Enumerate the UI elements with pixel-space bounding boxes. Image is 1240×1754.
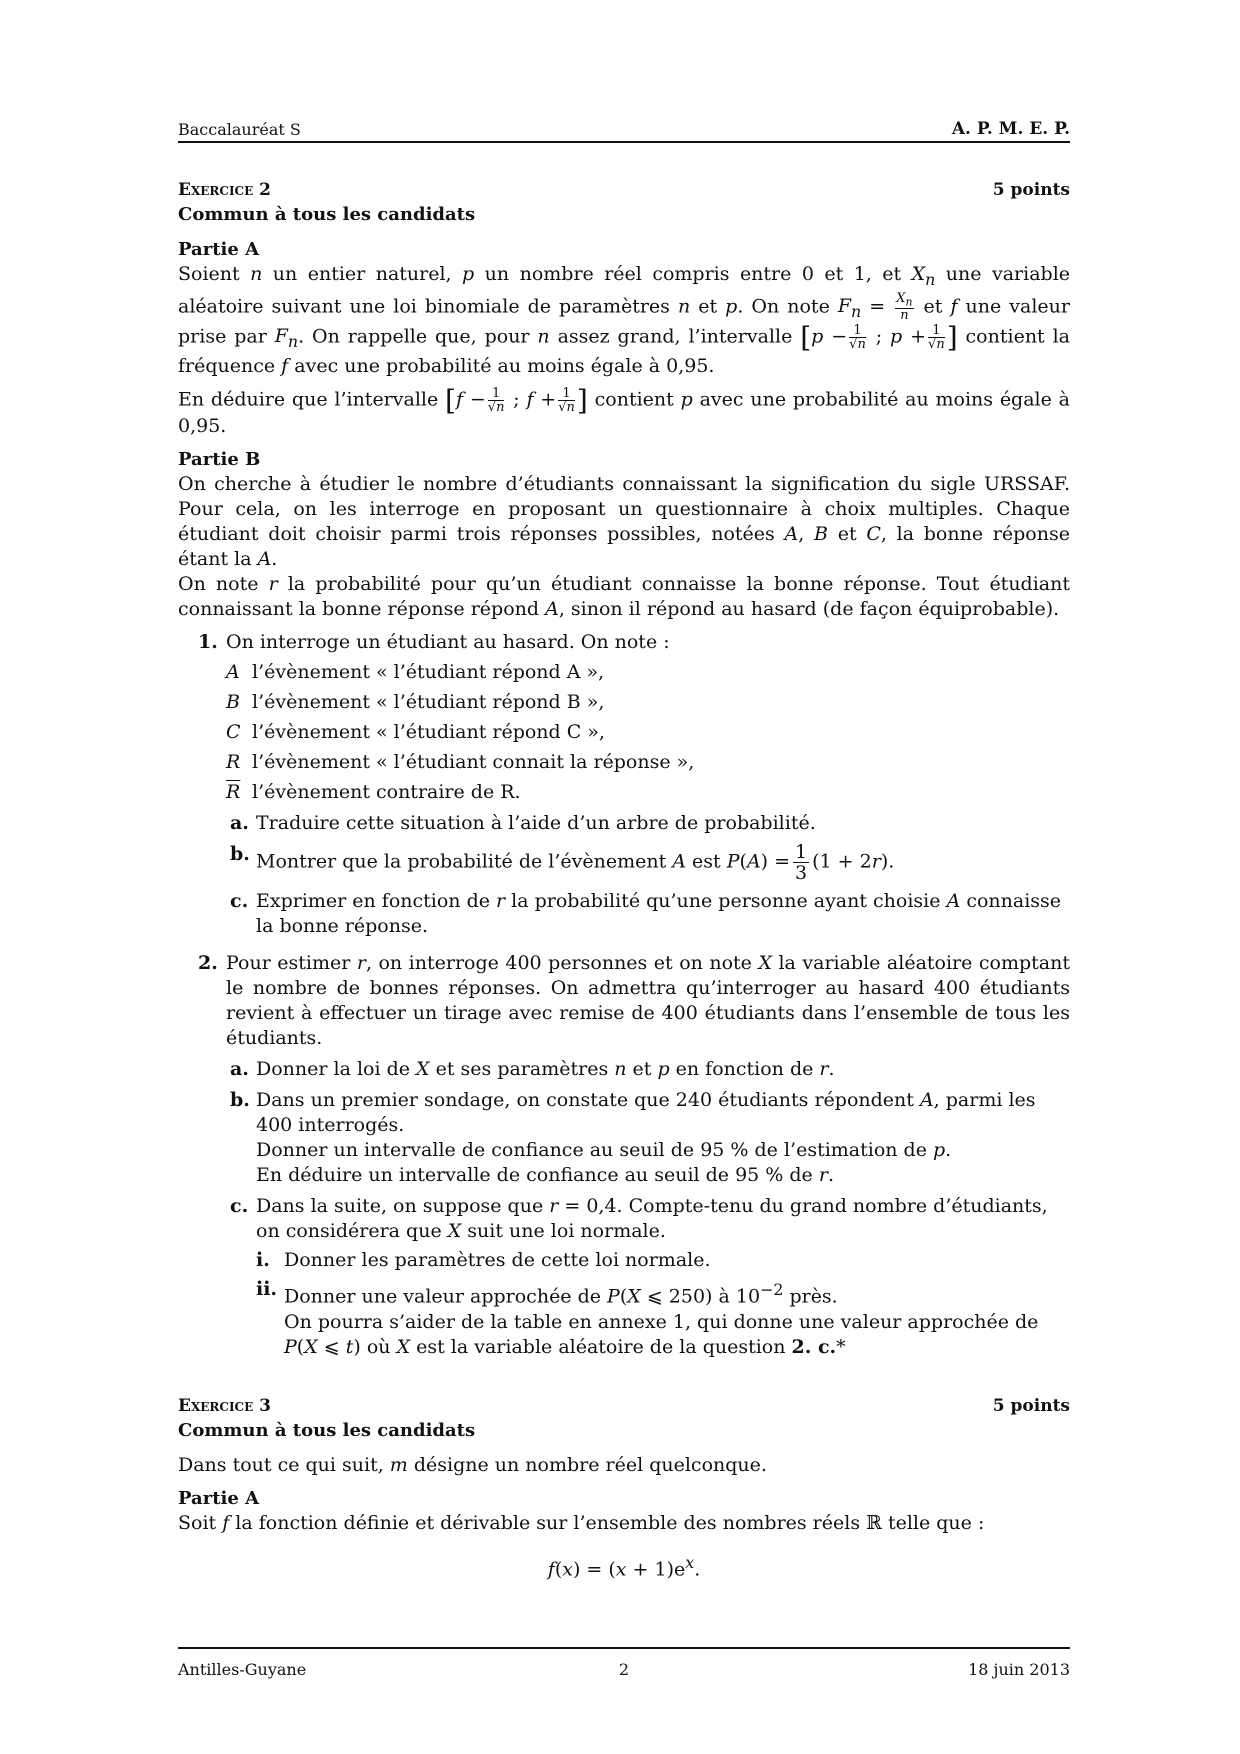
ex3-definition: Soit f la fonction définie et dérivable sur l’ensemble des nombres réels ℝ telle que :	[178, 1511, 985, 1534]
question-1-intro: On interroge un étudiant au hasard. On note :	[226, 631, 670, 654]
footer-page-number: 2	[618, 1660, 630, 1679]
header-left: Baccalauréat S	[178, 120, 301, 139]
ex2-part-b-title: Partie B	[178, 449, 261, 471]
ex3-formula: $f(x) = (x + 1)e^x$.	[547, 1552, 701, 1580]
exercise-2-title: Exercice 2	[178, 180, 271, 200]
ex2-part-a-question: En déduire que l’intervalle [f − $\frac{1}{√n}$ ; f + $\frac{1}{√n}$ ] contient p avec une probabilité au moins égale à 0,95.	[178, 384, 1071, 438]
ex3-intro: Dans tout ce qui suit, m désigne un nombre réel quelconque.	[178, 1453, 767, 1476]
ex2-part-b-intro-2: On note r la probabilité pour qu’un étudiant connaisse la bonne réponse. Tout étudiant connaissant la bonne réponse répond A, sinon il répond au hasard (de façon équiprobable).	[178, 573, 1070, 621]
ex2-part-a-text: Soient n un entier naturel, p un nombre réel compris entre 0 et 1, et $X_n$ une variable aléatoire suivant une loi binomiale de paramètres n et p. On note $F_n$ = $\frac{X_n}{n}$ et f une valeur prise par $F_n$. On rappelle que, pour n assez grand, l’intervalle [p − $\frac{1}{√n}$ ; p + $\frac{1}{√n}$ ] contient la fréquence f avec une probabilité au moins égale à 0,95.	[178, 263, 1071, 378]
exercise-2-points: 5 points	[992, 180, 1070, 200]
exercise-3-points: 5 points	[992, 1395, 1070, 1416]
ex2-part-b-intro-1: On cherche à étudier le nombre d’étudiants connaissant la signification du sigle URSSAF. Pour cela, on les interroge en proposant un questionnaire à choix multiples. Chaque étudiant doit choisir parmi trois réponses possibles, notées A, B et C, la bonne réponse étant la A.	[178, 473, 1070, 571]
question-1c: c. Exprimer en fonction de r la probabilité qu’une personne ayant choisie A connaisse la bonne réponse.	[230, 890, 1062, 938]
header-right: A. P. M. E. P.	[951, 119, 1070, 139]
event-c: C l’évènement « l’étudiant répond C »,	[226, 721, 605, 744]
question-1-number: 1.	[198, 631, 218, 654]
ex2-part-a-title: Partie A	[178, 239, 260, 260]
page-footer	[178, 1647, 1070, 1681]
exercise-3-title: Exercice 3	[178, 1395, 271, 1416]
event-b: B l’évènement « l’étudiant répond B »,	[226, 691, 605, 714]
exercise-2-heading	[178, 178, 1070, 202]
footer-right: 18 juin 2013	[968, 1660, 1070, 1679]
question-1b: b. Montrer que la probabilité de l’évènement A est P(A) = $\frac{1}{3} (1 + 2r)$.	[230, 841, 895, 885]
question-2c: c. Dans la suite, on suppose que r = 0,4. Compte-tenu du grand nombre d’étudiants, on considérera que X suit une loi normale. i. Donner les paramètres de cette loi normale. ii. Donner une valeur approchée de P(X ⩽ 250) à $10^{-2}$ près. On pourra s’aider de la table en annexe 1, qui donne une valeur approchée de P(X ⩽ t) où X est la variable aléatoire de la question 2. c.*	[226, 1194, 1070, 1359]
exercise-3-subtitle: Commun à tous les candidats	[178, 1419, 476, 1441]
question-2c-ii: ii. Donner une valeur approchée de P(X ⩽ 250) à $10^{-2}$ près. On pourra s’aider de la table en annexe 1, qui donne une valeur approchée de P(X ⩽ t) où X est la variable aléatoire de la question 2. c.*	[256, 1278, 1039, 1358]
question-2b: b. Dans un premier sondage, on constate que 240 étudiants répondent A, parmi les 400 interrogés. Donner un intervalle de confiance au seuil de 95 % de l’estimation de p. En déduire un intervalle de confiance au seuil de 95 % de r.	[230, 1089, 1036, 1187]
question-1	[178, 630, 1070, 939]
footer-left: Antilles-Guyane	[178, 1660, 307, 1679]
question-2c-i: i. Donner les paramètres de cette loi normale.	[256, 1249, 711, 1272]
question-2	[178, 951, 1070, 1359]
exercise-3-heading	[178, 1394, 1070, 1418]
page-content	[178, 178, 1070, 1596]
exercise-2-subtitle: Commun à tous les candidats	[178, 204, 476, 225]
question-2a: a. Donner la loi de X et ses paramètres n et p en fonction de r.	[230, 1058, 835, 1081]
page-header	[178, 117, 1070, 143]
event-r-bar: $\overline{R}$ l’évènement contraire de R.	[226, 781, 521, 804]
ex3-part-a-title: Partie A	[178, 1487, 260, 1509]
event-r: R l’évènement « l’étudiant connait la réponse »,	[226, 751, 695, 774]
event-a: A l’évènement « l’étudiant répond A »,	[226, 661, 605, 684]
question-2-number: 2.	[198, 952, 218, 975]
question-2-intro: Pour estimer r, on interroge 400 personnes et on note X la variable aléatoire comptant le nombre de bonnes réponses. On admettra qu’interroger au hasard 400 étudiants revient à effectuer un tirage avec remise de 400 étudiants dans l’ensemble de tous les étudiants.	[226, 952, 1070, 1050]
question-1a: a. Traduire cette situation à l’aide d’un arbre de probabilité.	[230, 812, 816, 835]
